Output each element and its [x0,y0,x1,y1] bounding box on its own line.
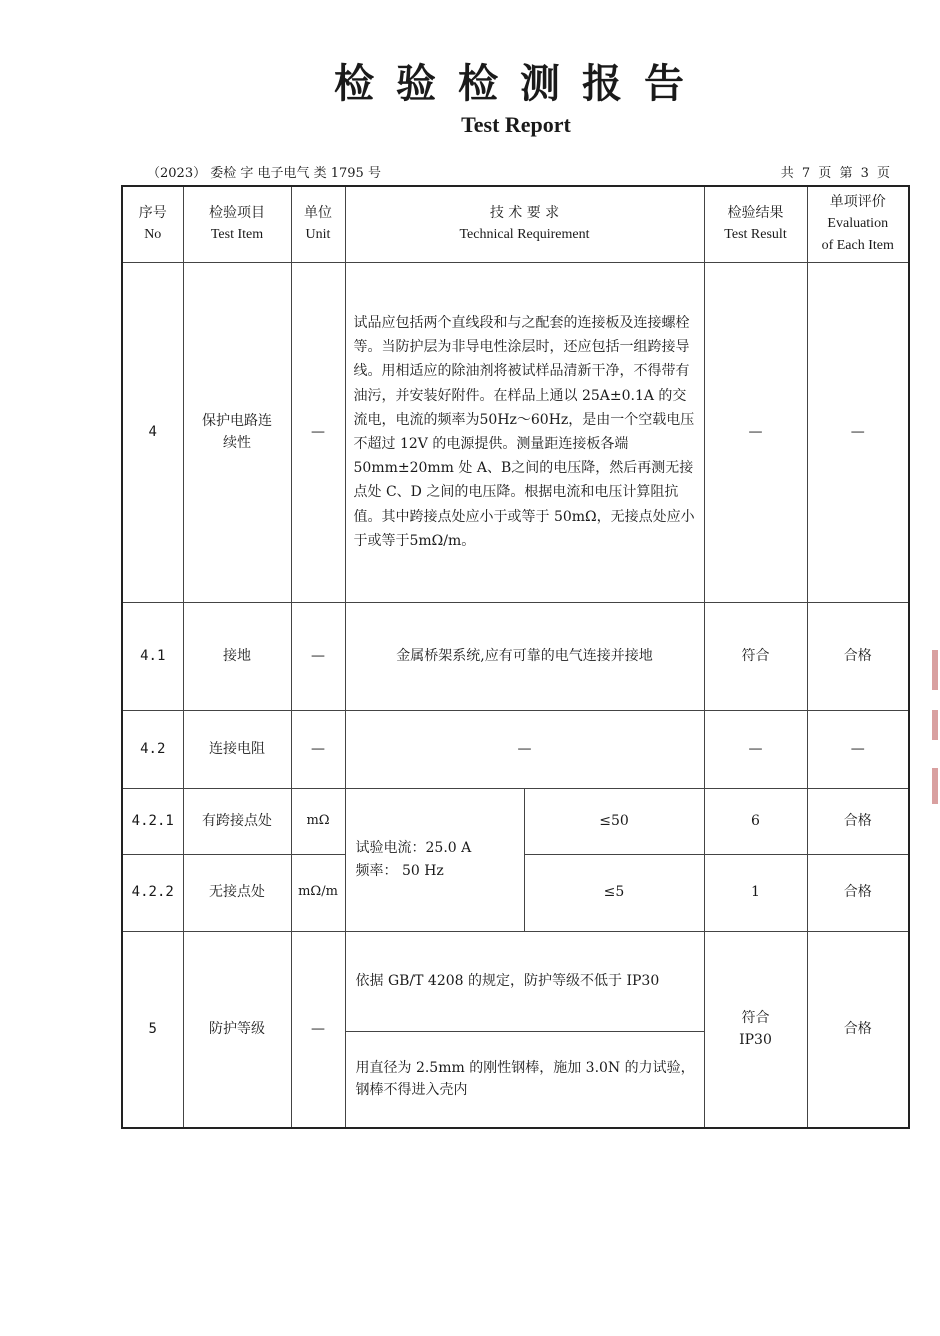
row-requirement-1: 依据 GB/T 4208 的规定，防护等级不低于 IP30 [345,931,704,1031]
header-result-cn: 检验结果 [727,204,784,221]
table-row [122,710,909,788]
row-result-2: IP30 [739,1032,772,1049]
table-row [122,788,909,854]
row-unit: — [291,710,345,788]
row-limit: ≤5 [524,854,704,931]
row-unit: — [291,931,345,1128]
test-frequency: 频率： 50 Hz [355,862,444,879]
header-unit-cn: 单位 [304,204,332,221]
header-unit [291,186,345,262]
header-unit-en: Unit [305,227,331,243]
row-item: 无接点处 [183,854,291,931]
row-unit: — [291,602,345,710]
header-requirement [345,186,704,262]
report-title-cn: 检验检测报告 [334,60,706,107]
row-result: — [704,710,807,788]
row-result [704,931,807,1128]
row-requirement: 金属桥架系统,应有可靠的电气连接并接地 [345,602,704,710]
table-row [122,262,909,602]
row-result: 1 [704,854,807,931]
row-result: 6 [704,788,807,854]
row-eval: 合格 [807,854,909,931]
row-no: 4.2.2 [122,854,183,931]
header-req-cn: 技 术 要 求 [489,204,560,221]
header-req-en: Technical Requirement [459,227,590,243]
row-no: 4.2.1 [122,788,183,854]
row-eval: — [807,262,909,602]
header-eval [807,186,909,262]
row-unit: mΩ/m [291,854,345,931]
header-result [704,186,807,262]
row-item: 防护等级 [183,931,291,1128]
header-eval-en1: Evaluation [827,216,889,232]
table-row [122,931,909,1031]
test-current: 试验电流：25.0 A [355,840,472,857]
row-result: 符合 [704,602,807,710]
table-row [122,602,909,710]
header-item-cn: 检验项目 [209,204,265,221]
row-requirement-2: 用直径为 2.5mm 的刚性钢棒，施加 3.0N 的力试验，钢棒不得进入壳内 [345,1031,704,1128]
page-info: 共 7 页 第 3 页 [780,166,892,181]
header-no [122,186,183,262]
stamp-edge-mark [932,650,938,690]
row-item: 保护电路连续性 [183,262,291,602]
header-item-en: Test Item [210,227,264,243]
row-item: 连接电阻 [183,710,291,788]
header-eval-cn: 单项评价 [829,193,886,210]
row-unit: — [291,262,345,602]
header-no-en: No [144,227,162,243]
row-eval: 合格 [807,931,909,1128]
row-eval: 合格 [807,788,909,854]
row-result-1: 符合 [741,1009,770,1026]
row-result: — [704,262,807,602]
row-eval: 合格 [807,602,909,710]
table-header-row [122,186,909,262]
row-limit: ≤50 [524,788,704,854]
header-result-en: Test Result [724,227,787,243]
row-requirement: — [345,710,704,788]
row-no: 4 [122,262,183,602]
stamp-edge-mark [932,710,938,740]
header-item [183,186,291,262]
row-item: 接地 [183,602,291,710]
test-conditions [345,788,524,931]
header-eval-en2: of Each Item [821,238,894,254]
report-title-en: Test Report [461,112,571,137]
row-unit: mΩ [291,788,345,854]
report-table [121,185,910,1129]
row-no: 4.1 [122,602,183,710]
row-item: 有跨接点处 [183,788,291,854]
stamp-edge-mark [932,768,938,804]
report-number: （2023） 委检 字 电子电气 类 1795 号 [147,166,381,181]
row-requirement: 试品应包括两个直线段和与之配套的连接板及连接螺栓等。当防护层为非导电性涂层时，还应包括一组跨接导线。用相适应的除油剂将被试样品清新干净，不得带有油污，并安装好附件。在样品上通以 25A±0.1A 的交流电，电流的频率为50Hz～60Hz，是由一个空载电压不超过 12V 的电源提供。测量距连接板各端 50mm±20mm 处 A、B之间的电压降，然后再测无接点处 C、D 之间的电压降。根据电流和电压计算阻抗值。其中跨接点处应小于或等于 50mΩ，无接点处应小于或等于5mΩ/m。 [345,262,704,602]
row-eval: — [807,710,909,788]
header-no-cn: 序号 [138,204,167,221]
row-no: 4.2 [122,710,183,788]
row-no: 5 [122,931,183,1128]
